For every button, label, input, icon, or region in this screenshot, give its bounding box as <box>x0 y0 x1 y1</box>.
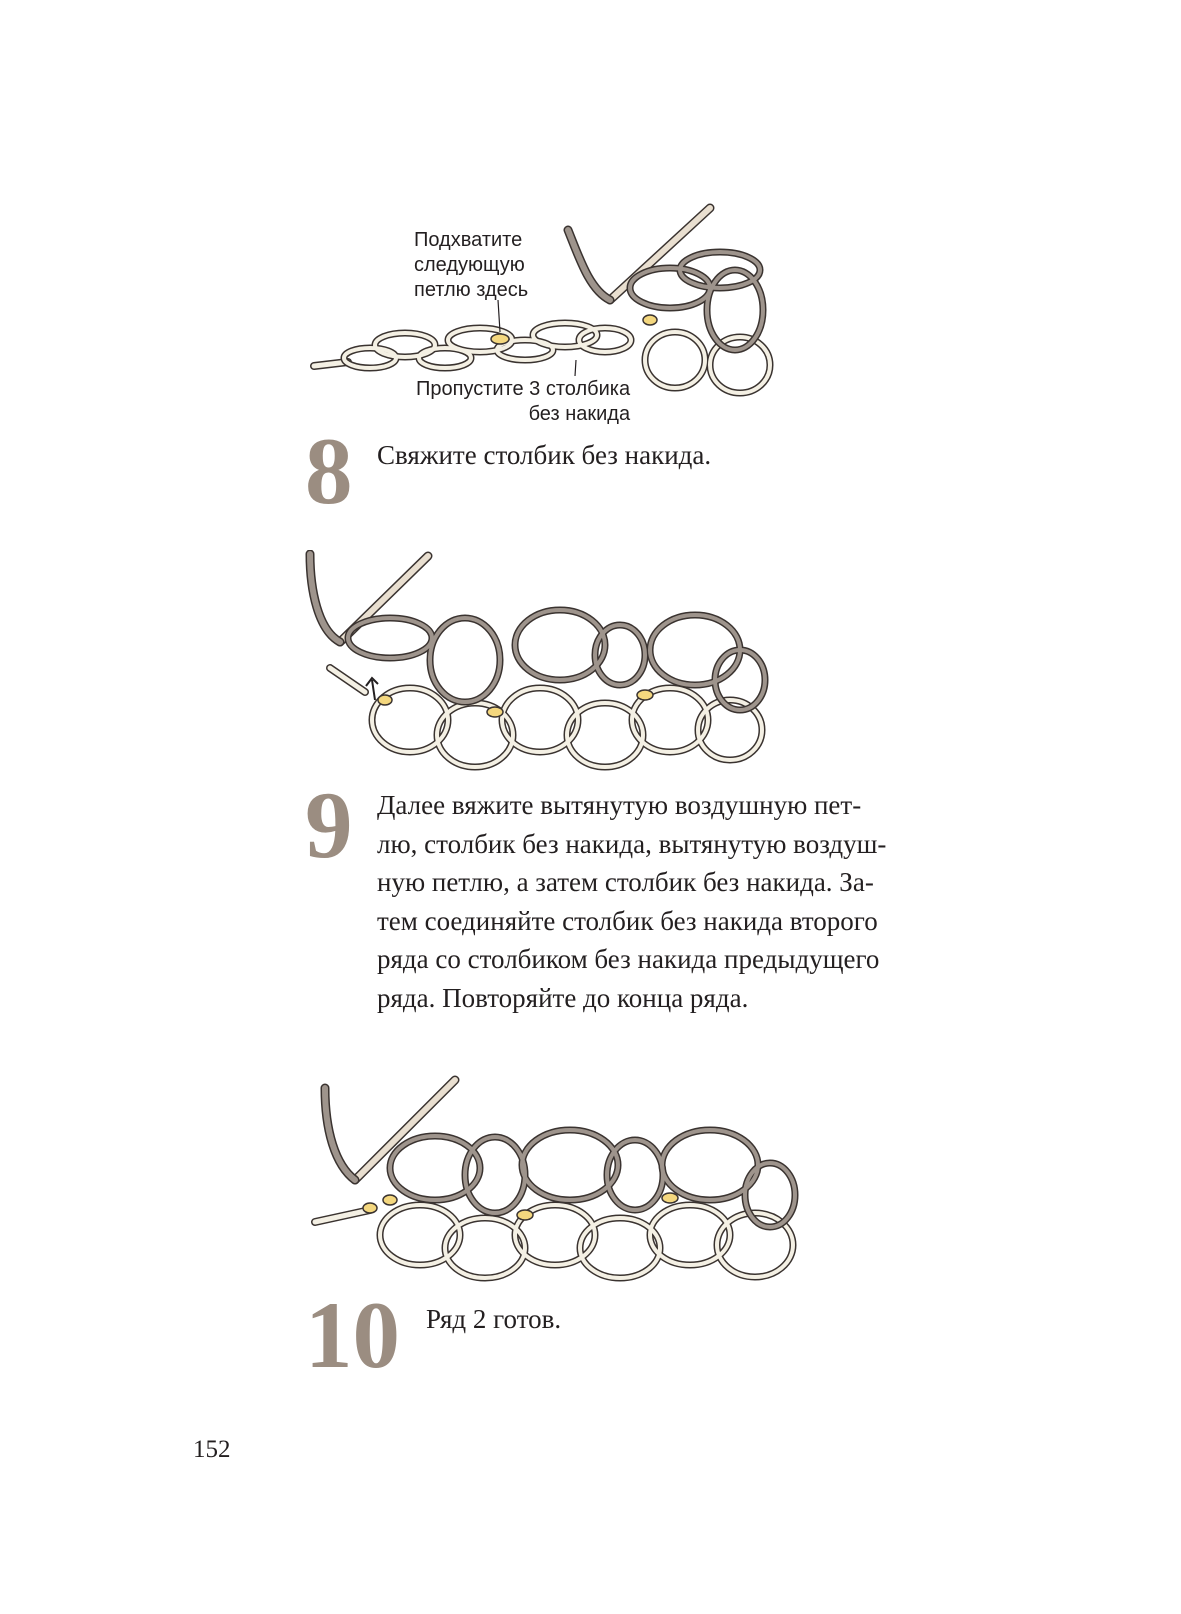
step-number: 8 <box>305 418 353 524</box>
step-text-line: ную петлю, а затем столбик без накида. За- <box>377 867 874 897</box>
step-text-line: ряда со столбиком без накида предыдущего <box>377 944 880 974</box>
step-text <box>426 1300 561 1339</box>
figure-step-9 <box>300 550 790 780</box>
callout-line: петлю здесь <box>414 279 529 301</box>
step-text-line: лю, столбик без накида, вытянутую воздуш- <box>377 828 887 859</box>
step-number: 10 <box>305 1282 400 1388</box>
step-number: 9 <box>305 772 353 878</box>
step-text-line: тем соединяйте столбик без накида второго <box>377 905 878 936</box>
callout-skip-stitches <box>416 377 630 427</box>
callout-pick-up-loop <box>414 228 528 303</box>
step-text <box>377 786 886 1017</box>
callout-line: без накида <box>528 403 631 425</box>
step-text <box>377 436 711 475</box>
page-number: 152 <box>193 1436 231 1463</box>
step-text-line: ряда. Повторяйте до конца ряда. <box>377 982 749 1013</box>
step-text-line: Ряд 2 готов. <box>426 1304 562 1334</box>
step-text-line: Далее вяжите вытянутую воздушную пет- <box>377 790 862 820</box>
callout-line: Пропустите 3 столбика <box>416 378 631 400</box>
callout-line: следующую <box>414 254 525 276</box>
step-text-line: Свяжите столбик без накида. <box>377 440 712 470</box>
figure-step-10 <box>300 1070 820 1290</box>
callout-line: Подхватите <box>414 229 523 251</box>
